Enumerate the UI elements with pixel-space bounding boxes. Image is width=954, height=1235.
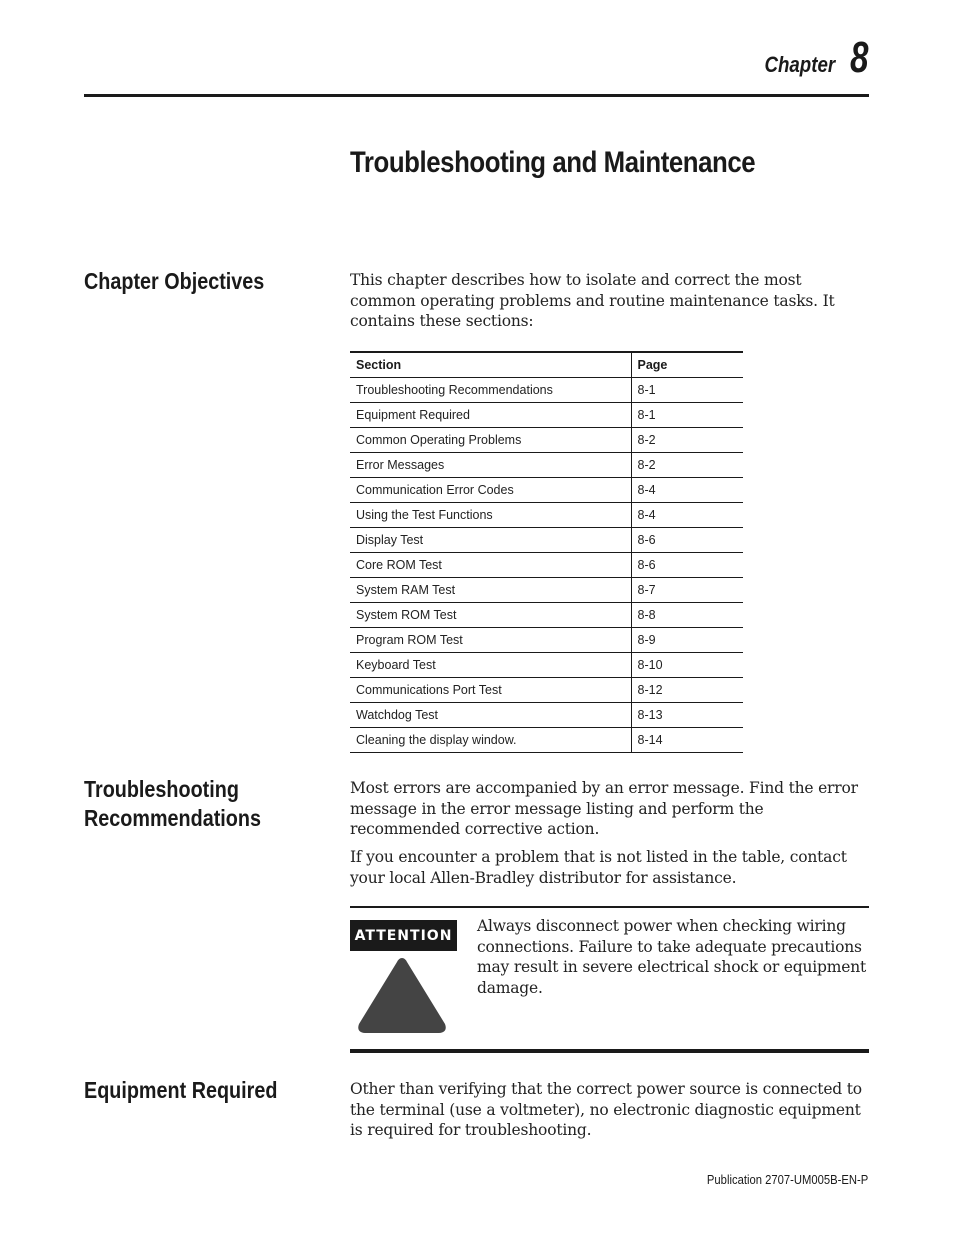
page-number-cell: 8-6 <box>631 527 743 552</box>
table-row <box>350 427 743 452</box>
page-number-cell: 8-2 <box>631 452 743 477</box>
section-name-cell: Error Messages <box>350 452 631 477</box>
chapter-objectives-heading: Chapter Objectives <box>84 268 265 294</box>
section-name-cell: System RAM Test <box>350 577 631 602</box>
troubleshooting-heading-line2: Recommendations <box>84 805 261 831</box>
page-number-cell: 8-6 <box>631 552 743 577</box>
objectives-intro: This chapter describes how to isolate and correct the most common operating problems and routine maintenance tasks. It contains these sections: <box>350 271 835 330</box>
section-name-cell: Program ROM Test <box>350 627 631 652</box>
table-row <box>350 377 743 402</box>
attention-text: Always disconnect power when checking wiring connections. Failure to take adequate precautions may result in severe electrical shock or equipment damage. <box>477 917 867 997</box>
table-row <box>350 652 743 677</box>
troubleshooting-heading <box>84 775 261 833</box>
section-name-cell: Communication Error Codes <box>350 477 631 502</box>
table-row <box>350 502 743 527</box>
attention-badge: ATTENTION <box>350 920 457 951</box>
header-rule <box>84 94 869 97</box>
section-name-cell: System ROM Test <box>350 602 631 627</box>
table-row <box>350 727 743 752</box>
section-name-cell: Cleaning the display window. <box>350 727 631 752</box>
table-row <box>350 577 743 602</box>
chapter-label: Chapter <box>764 52 836 77</box>
sections-table <box>350 351 743 753</box>
page-number-cell: 8-1 <box>631 377 743 402</box>
attention-top-rule <box>350 906 869 908</box>
table-row <box>350 452 743 477</box>
table-row <box>350 627 743 652</box>
table-row <box>350 527 743 552</box>
page-number-cell: 8-8 <box>631 602 743 627</box>
troubleshooting-heading-line1: Troubleshooting <box>84 776 239 802</box>
section-column-header: Section <box>350 352 631 377</box>
page-number-cell: 8-1 <box>631 402 743 427</box>
table-row <box>350 677 743 702</box>
section-name-cell: Display Test <box>350 527 631 552</box>
page-number-cell: 8-7 <box>631 577 743 602</box>
table-row <box>350 402 743 427</box>
table-row <box>350 602 743 627</box>
section-name-cell: Core ROM Test <box>350 552 631 577</box>
page-number-cell: 8-4 <box>631 477 743 502</box>
section-name-cell: Communications Port Test <box>350 677 631 702</box>
page-number-cell: 8-10 <box>631 652 743 677</box>
equipment-required-heading: Equipment Required <box>84 1077 278 1103</box>
table-row <box>350 702 743 727</box>
page-number-cell: 8-12 <box>631 677 743 702</box>
section-name-cell: Troubleshooting Recommendations <box>350 377 631 402</box>
page-number-cell: 8-13 <box>631 702 743 727</box>
section-name-cell: Using the Test Functions <box>350 502 631 527</box>
troubleshooting-paragraph-2: If you encounter a problem that is not listed in the table, contact your local Allen-Bradley distributor for assistance. <box>350 848 847 887</box>
page-column-header: Page <box>631 352 743 377</box>
warning-triangle-icon <box>355 954 449 1036</box>
section-name-cell: Keyboard Test <box>350 652 631 677</box>
section-name-cell: Equipment Required <box>350 402 631 427</box>
equipment-required-text: Other than verifying that the correct power source is connected to the terminal (use a voltmeter), no electronic diagnostic equipment is required for troubleshooting. <box>350 1080 862 1139</box>
section-name-cell: Common Operating Problems <box>350 427 631 452</box>
troubleshooting-paragraph-1: Most errors are accompanied by an error message. Find the error message in the error message listing and perform the recommended corrective action. <box>350 779 858 838</box>
table-row <box>350 552 743 577</box>
page-number-cell: 8-4 <box>631 502 743 527</box>
page-title: Troubleshooting and Maintenance <box>350 146 756 179</box>
page-number-cell: 8-14 <box>631 727 743 752</box>
sections-table-body <box>350 377 743 752</box>
table-header-row <box>350 352 743 377</box>
chapter-number: 8 <box>849 33 868 82</box>
page-number-cell: 8-9 <box>631 627 743 652</box>
publication-footer: Publication 2707-UM005B-EN-P <box>706 1173 868 1187</box>
section-name-cell: Watchdog Test <box>350 702 631 727</box>
page-number-cell: 8-2 <box>631 427 743 452</box>
attention-bottom-rule <box>350 1049 869 1053</box>
chapter-header <box>752 33 868 82</box>
table-row <box>350 477 743 502</box>
